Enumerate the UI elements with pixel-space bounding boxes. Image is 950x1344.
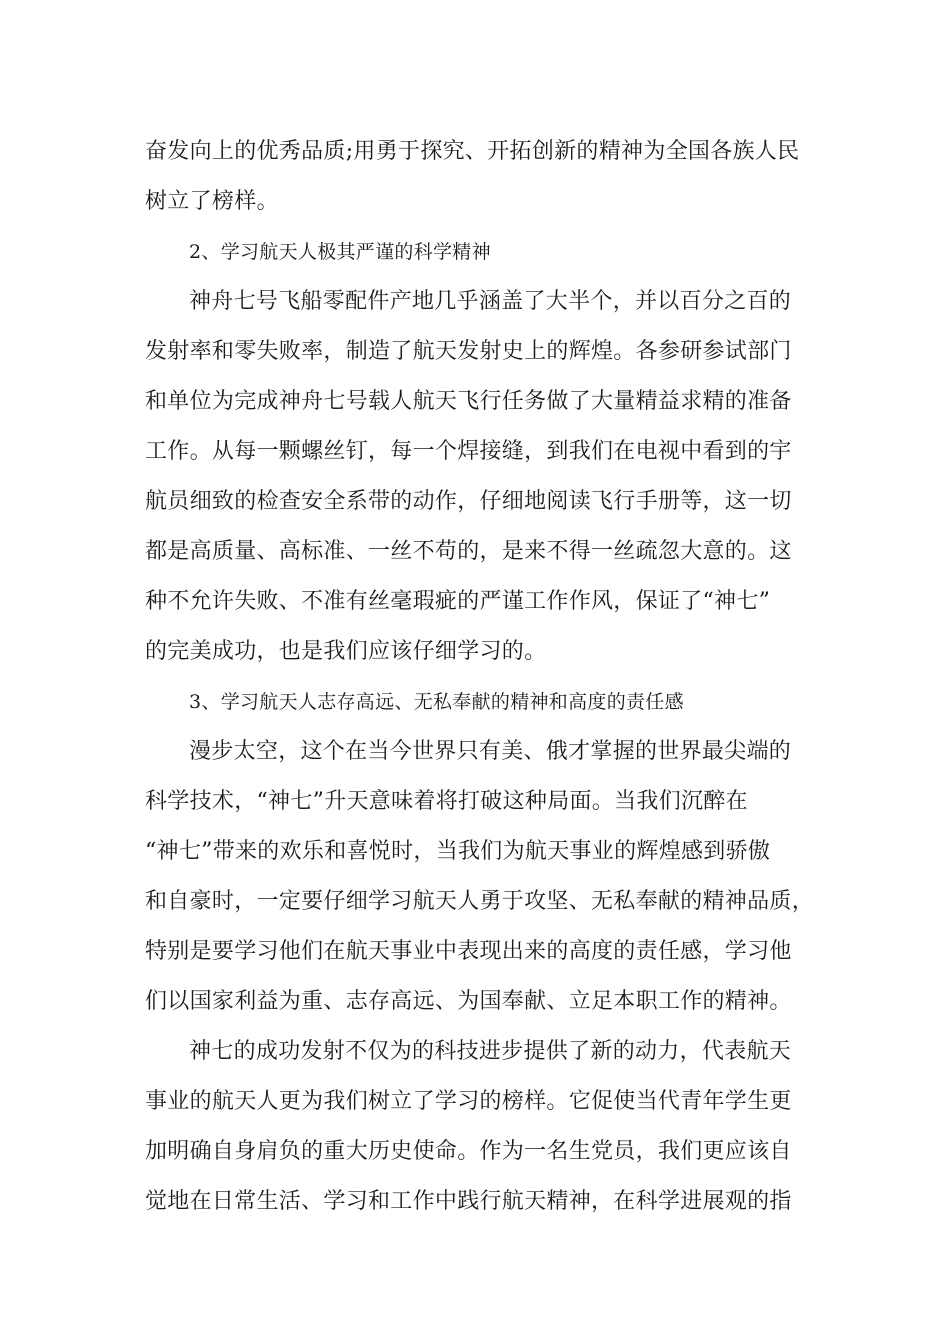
text-line: 航员细致的检查安全系带的动作，仔细地阅读飞行手册等，这一切 <box>145 489 792 514</box>
text-line: 神舟七号飞船零配件产地几乎涵盖了大半个，并以百分之百的 <box>189 289 792 314</box>
text-line: 神七的成功发射不仅为的科技进步提供了新的动力，代表航天 <box>189 1039 792 1064</box>
text-line: 发射率和零失败率，制造了航天发射史上的辉煌。各参研参试部门 <box>145 339 792 364</box>
text-line: 事业的航天人更为我们树立了学习的榜样。它促使当代青年学生更 <box>145 1089 792 1114</box>
section-heading-3: 3、学习航天人志存高远、无私奉献的精神和高度的责任感 <box>189 691 684 713</box>
text-line: 们以国家利益为重、志存高远、为国奉献、立足本职工作的精神。 <box>145 989 792 1014</box>
text-line: 工作。从每一颗螺丝钉，每一个焊接缝，到我们在电视中看到的宇 <box>145 439 792 464</box>
section-heading-2: 2、学习航天人极其严谨的科学精神 <box>189 241 491 263</box>
text-line: 都是高质量、高标准、一丝不苟的，是来不得一丝疏忽大意的。这 <box>145 539 792 564</box>
text-line: 加明确自身肩负的重大历史使命。作为一名生党员，我们更应该自 <box>145 1139 792 1164</box>
text-line: “神七”带来的欢乐和喜悦时，当我们为航天事业的辉煌感到骄傲 <box>145 839 771 864</box>
text-line: 奋发向上的优秀品质;用勇于探究、开拓创新的精神为全国各族人民 <box>145 139 800 164</box>
text-line: 漫步太空，这个在当今世界只有美、俄才掌握的世界最尖端的 <box>189 739 792 764</box>
text-line: 的完美成功，也是我们应该仔细学习的。 <box>145 639 547 664</box>
text-line: 觉地在日常生活、学习和工作中践行航天精神，在科学进展观的指 <box>145 1189 792 1214</box>
text-line: 和自豪时，一定要仔细学习航天人勇于攻坚、无私奉献的精神品质， <box>145 889 815 914</box>
text-line: 特别是要学习他们在航天事业中表现出来的高度的责任感，学习他 <box>145 939 792 964</box>
text-line: 科学技术，“神七”升天意味着将打破这种局面。当我们沉醉在 <box>145 789 748 814</box>
text-line: 种不允许失败、不准有丝毫瑕疵的严谨工作作风，保证了“神七” <box>145 589 771 614</box>
text-line: 树立了榜样。 <box>145 189 279 214</box>
text-line: 和单位为完成神舟七号载人航天飞行任务做了大量精益求精的准备 <box>145 389 792 414</box>
